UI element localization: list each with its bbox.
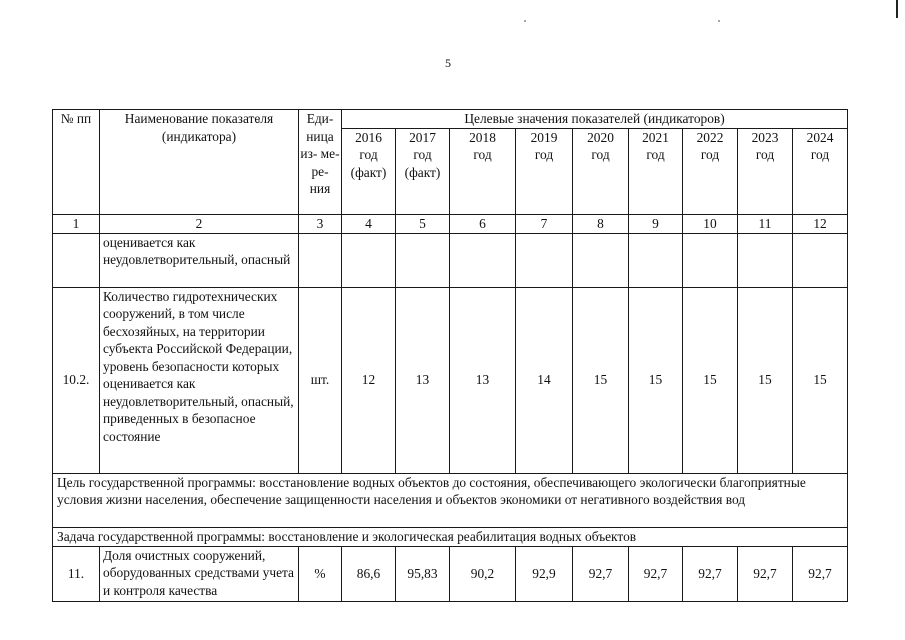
- program-task: Задача государственной программы: восстановление и экологическая реабилитация водных объектов: [53, 527, 848, 546]
- header-year-cell: 2024 год: [793, 128, 848, 214]
- column-number: 5: [396, 214, 450, 233]
- header-year-cell: 2021 год: [629, 128, 683, 214]
- header-year-cell: 2018 год: [450, 128, 516, 214]
- column-number-row: [53, 214, 848, 233]
- row-value: 15: [683, 287, 738, 473]
- row-value: [629, 233, 683, 287]
- row-value: 90,2: [450, 546, 516, 601]
- header-year-cell: 2020 год: [573, 128, 629, 214]
- scan-speck: [524, 20, 526, 22]
- column-number: 9: [629, 214, 683, 233]
- header-year-cell: 2023 год: [738, 128, 793, 214]
- table-row: [53, 233, 848, 287]
- row-value: [450, 233, 516, 287]
- header-col-name: Наименование показателя (индикатора): [100, 110, 299, 215]
- row-indicator-name: оценивается как неудовлетворительный, опасный: [100, 233, 299, 287]
- row-value: [793, 233, 848, 287]
- column-number: 6: [450, 214, 516, 233]
- row-value: 13: [396, 287, 450, 473]
- header-row-top: [53, 110, 848, 129]
- column-number: 7: [516, 214, 573, 233]
- indicator-table: [52, 109, 848, 602]
- row-value: 15: [738, 287, 793, 473]
- column-number: 3: [299, 214, 342, 233]
- row-value: 92,7: [573, 546, 629, 601]
- column-number: 8: [573, 214, 629, 233]
- row-value: [738, 233, 793, 287]
- row-value: [396, 233, 450, 287]
- column-number: 10: [683, 214, 738, 233]
- row-value: 12: [342, 287, 396, 473]
- row-value: [573, 233, 629, 287]
- scan-speck: [718, 20, 720, 22]
- page-edge-mark: [896, 0, 898, 18]
- header-col-targets: Целевые значения показателей (индикаторов): [342, 110, 848, 129]
- page-number: 5: [445, 56, 451, 70]
- header-year-cell: 2022 год: [683, 128, 738, 214]
- table-row: [53, 546, 848, 601]
- header-col-unit: Еди- ница из- ме- ре- ния: [299, 110, 342, 215]
- task-row: [53, 527, 848, 546]
- column-number: 1: [53, 214, 100, 233]
- column-number: 4: [342, 214, 396, 233]
- row-value: [516, 233, 573, 287]
- header-year-cell: 2017 год (факт): [396, 128, 450, 214]
- column-number: 2: [100, 214, 299, 233]
- row-value: 92,7: [738, 546, 793, 601]
- row-num: 11.: [53, 546, 100, 601]
- row-value: 92,7: [629, 546, 683, 601]
- row-value: 92,7: [683, 546, 738, 601]
- goal-row: [53, 473, 848, 527]
- row-value: 92,9: [516, 546, 573, 601]
- program-goal: Цель государственной программы: восстановление водных объектов до состояния, обеспечивающего экологически благоприятные условия жизни населения, обеспечение защищенности населения и объектов экономики от негативного воздействия вод: [53, 473, 848, 527]
- row-unit: [299, 233, 342, 287]
- column-number: 11: [738, 214, 793, 233]
- row-unit: шт.: [299, 287, 342, 473]
- row-value: 86,6: [342, 546, 396, 601]
- row-indicator-name: Доля очистных сооружений, оборудованных средствами учета и контроля качества: [100, 546, 299, 601]
- row-value: 92,7: [793, 546, 848, 601]
- header-year-cell: 2019 год: [516, 128, 573, 214]
- row-value: 14: [516, 287, 573, 473]
- row-value: 15: [573, 287, 629, 473]
- row-value: 15: [793, 287, 848, 473]
- row-value: [342, 233, 396, 287]
- row-value: 13: [450, 287, 516, 473]
- row-value: [683, 233, 738, 287]
- header-year-cell: 2016 год (факт): [342, 128, 396, 214]
- row-num: 10.2.: [53, 287, 100, 473]
- row-value: 15: [629, 287, 683, 473]
- header-col-num: № пп: [53, 110, 100, 215]
- row-num: [53, 233, 100, 287]
- table-row: [53, 287, 848, 473]
- row-indicator-name: Количество гидротехнических сооружений, в том числе бесхозяйных, на территории субъекта Российской Федерации, уровень безопасности которых оценивается как неудовлетворительный, опасный, приведенных в безопасное состояние: [100, 287, 299, 473]
- row-unit: %: [299, 546, 342, 601]
- row-value: 95,83: [396, 546, 450, 601]
- column-number: 12: [793, 214, 848, 233]
